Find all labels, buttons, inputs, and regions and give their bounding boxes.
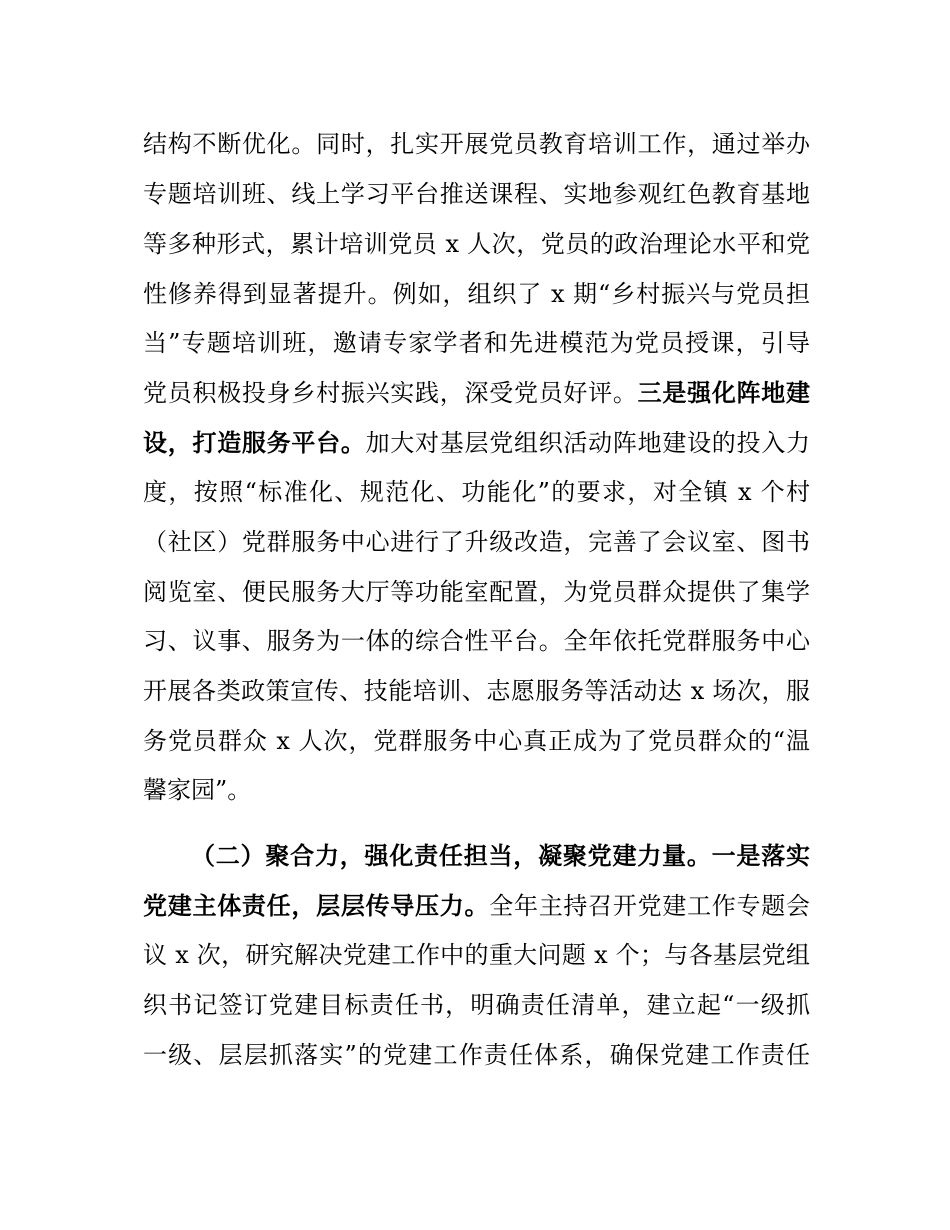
text-line	[143, 224, 810, 264]
text-line	[143, 373, 810, 413]
text-line	[143, 935, 810, 975]
text-line	[143, 1035, 810, 1075]
text-line	[143, 124, 810, 164]
text-run: 一级、层层抓落实”的党建工作责任体系，确保党建工作责任	[143, 1041, 810, 1069]
text-line	[191, 836, 810, 876]
text-run: 开展各类政策宣传、技能培训、志愿服务等活动达 x 场次，服	[143, 677, 810, 705]
text-line	[143, 985, 810, 1025]
text-line	[143, 621, 810, 661]
text-run: 党员积极投身乡村振兴实践，深受党员好评。	[143, 379, 638, 407]
text-line	[143, 274, 810, 314]
bold-heading-run: 党建主体责任，层层传导压力。	[143, 892, 490, 920]
text-line	[143, 323, 810, 363]
text-run: 议 x 次，研究解决党建工作中的重大问题 x 个；与各基层党组	[143, 941, 810, 969]
text-run: 阅览室、便民服务大厅等功能室配置，为党员群众提供了集学	[143, 578, 810, 606]
text-run: 当”专题培训班，邀请专家学者和先进模范为党员授课，引导	[143, 329, 810, 357]
text-line	[143, 886, 810, 926]
text-run: （社区）党群服务中心进行了升级改造，完善了会议室、图书	[143, 528, 810, 556]
text-run: 等多种形式，累计培训党员 x 人次，党员的政治理论水平和党	[143, 230, 810, 258]
text-run: 结构不断优化。同时，扎实开展党员教育培训工作，通过举办	[143, 130, 810, 158]
text-line	[143, 174, 810, 214]
text-line	[143, 423, 810, 463]
bold-heading-run: 三是强化阵地建	[637, 379, 810, 407]
text-line	[143, 770, 810, 810]
text-line	[143, 572, 810, 612]
text-run: 性修养得到显著提升。例如，组织了 x 期“乡村振兴与党员担	[143, 280, 810, 308]
text-run: 加大对基层党组织活动阵地建设的投入力	[365, 429, 810, 457]
bold-heading-run: 设，打造服务平台。	[143, 429, 366, 457]
text-line	[143, 522, 810, 562]
text-run: 馨家园”。	[143, 776, 252, 804]
text-run: 度，按照“标准化、规范化、功能化”的要求，对全镇 x 个村	[143, 478, 810, 506]
text-run: 务党员群众 x 人次，党群服务中心真正成为了党员群众的“温	[143, 727, 810, 755]
text-run: 织书记签订党建目标责任书，明确责任清单，建立起“一级抓	[143, 991, 810, 1019]
text-line	[143, 472, 810, 512]
text-run: 全年主持召开党建工作专题会	[489, 892, 810, 920]
text-run: 习、议事、服务为一体的综合性平台。全年依托党群服务中心	[143, 627, 810, 655]
section-heading: （二）聚合力，强化责任担当，凝聚党建力量。一是落实	[191, 842, 810, 870]
text-run: 专题培训班、线上学习平台推送课程、实地参观红色教育基地	[143, 180, 810, 208]
text-line	[143, 721, 810, 761]
text-line	[143, 671, 810, 711]
